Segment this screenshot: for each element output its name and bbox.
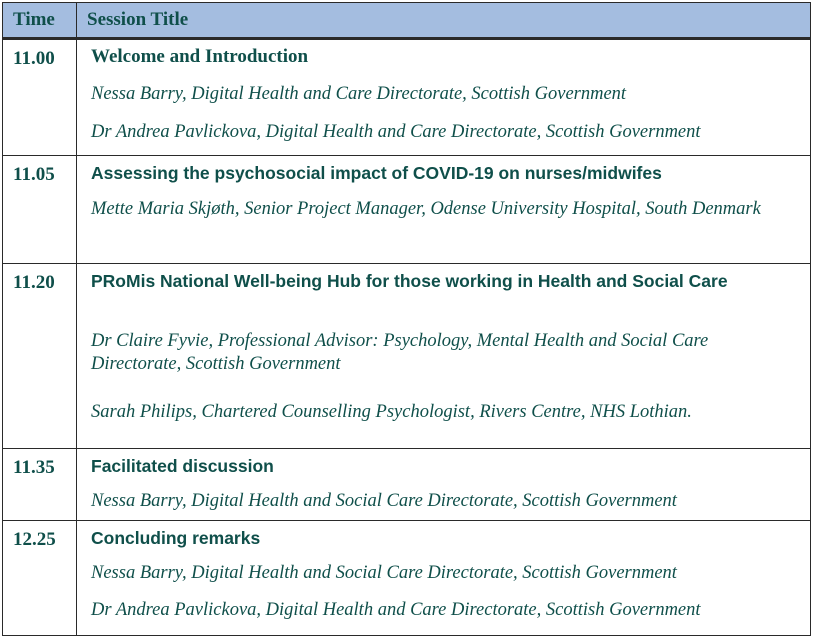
header-session-title: Session Title [77,3,811,39]
agenda-table [2,2,811,636]
table-row [3,448,811,520]
speaker: Nessa Barry, Digital Health and Care Directorate, Scottish Government [91,84,627,104]
table-row [3,264,811,448]
speaker: Dr Andrea Pavlickova, Digital Health and Care Directorate, Scottish Government [91,122,701,142]
speaker: Dr Claire Fyvie, Professional Advisor: Psychology, Mental Health and Social Care Directorate, Scottish Government [91,331,709,375]
session-time: 11.05 [3,156,77,264]
table-row [3,156,811,264]
header-row [3,3,811,39]
session-title: PRoMis National Well-being Hub for those working in Health and Social Care [91,271,728,292]
session-time: 11.35 [3,448,77,520]
session-title: Facilitated discussion [91,455,274,476]
session-title: Welcome and Introduction [91,46,309,67]
session-cell [77,448,811,520]
session-cell [77,520,811,635]
session-time: 11.00 [3,39,77,156]
header-time: Time [3,3,77,39]
table-row [3,39,811,156]
session-cell [77,264,811,448]
session-time: 11.20 [3,264,77,448]
speaker: Dr Andrea Pavlickova, Digital Health and Care Directorate, Scottish Government [91,599,701,620]
session-cell [77,39,811,156]
speaker: Sarah Philips, Chartered Counselling Psychologist, Rivers Centre, NHS Lothian. [91,402,692,423]
speaker: Mette Maria Skjøth, Senior Project Manager, Odense University Hospital, South Denmark [91,199,761,220]
speaker: Nessa Barry, Digital Health and Social Care Directorate, Scottish Government [91,490,677,511]
table-row [3,520,811,635]
session-title: Concluding remarks [91,527,261,548]
session-cell [77,156,811,264]
speaker: Nessa Barry, Digital Health and Social Care Directorate, Scottish Government [91,562,677,583]
session-title: Assessing the psychosocial impact of COVID-19 on nurses/midwifes [91,163,662,184]
session-time: 12.25 [3,520,77,635]
